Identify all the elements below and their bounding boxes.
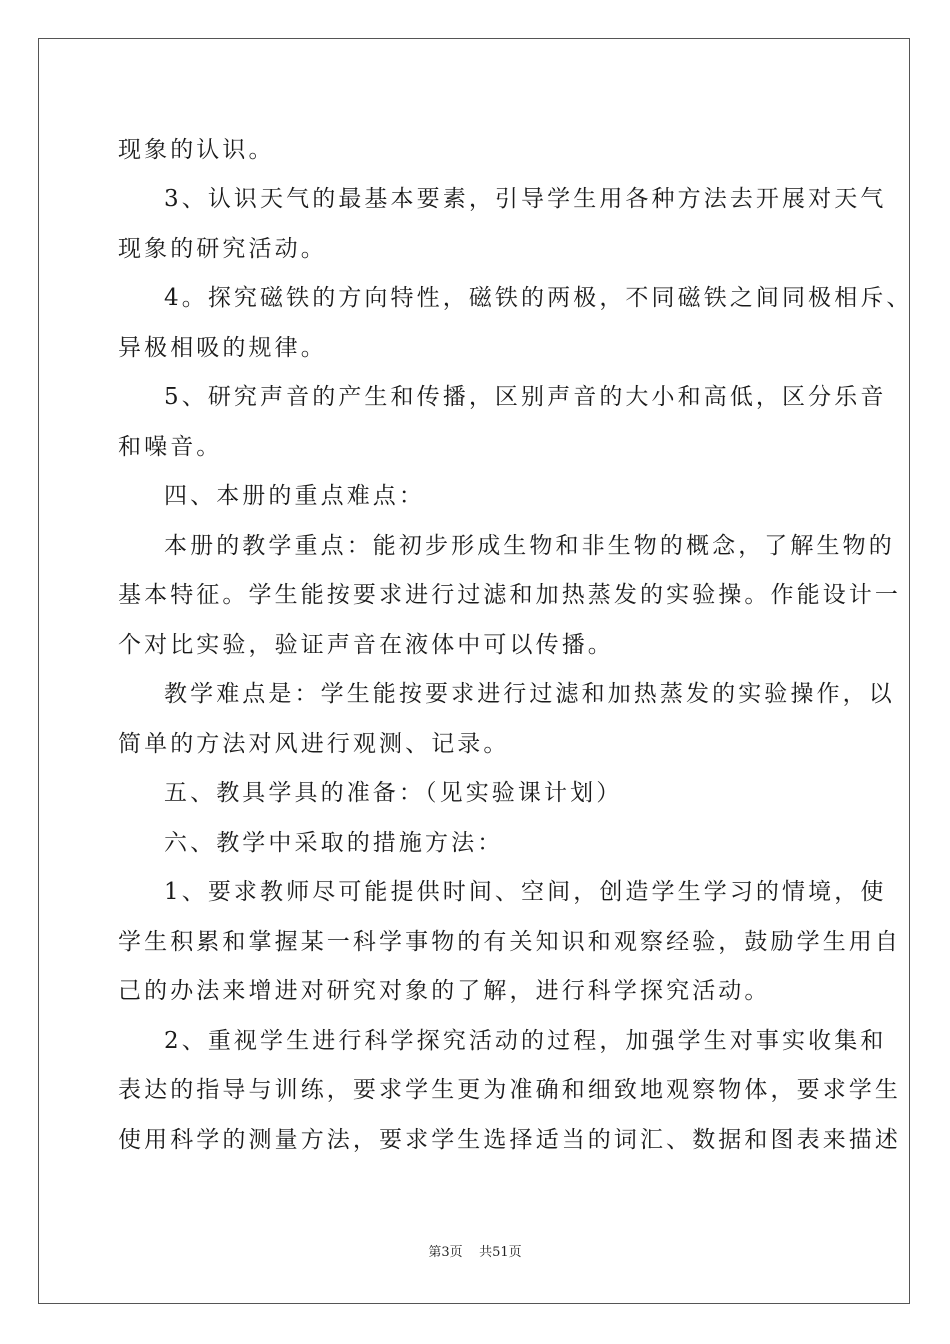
text-line: 个对比实验，验证声音在液体中可以传播。 bbox=[118, 632, 614, 658]
text-line: 3、认识天气的最基本要素，引导学生用各种方法去开展对天气 bbox=[164, 186, 887, 212]
text-line: 本册的教学重点：能初步形成生物和非生物的概念，了解生物的 bbox=[164, 533, 895, 559]
page-border bbox=[38, 38, 910, 1304]
page-number-footer: 第3页 共51页 bbox=[428, 1245, 522, 1260]
section-heading: 六、教学中采取的措施方法： bbox=[164, 830, 504, 856]
text-line: 异极相吸的规律。 bbox=[118, 335, 327, 361]
text-line: 学生积累和掌握某一科学事物的有关知识和观察经验，鼓励学生用自 bbox=[118, 929, 901, 955]
text-line: 简单的方法对风进行观测、记录。 bbox=[118, 731, 510, 757]
text-line: 己的办法来增进对研究对象的了解，进行科学探究活动。 bbox=[118, 978, 771, 1004]
section-heading: 四、本册的重点难点： bbox=[164, 483, 425, 509]
text-line: 和噪音。 bbox=[118, 434, 223, 460]
text-line: 5、研究声音的产生和传播，区别声音的大小和高低，区分乐音 bbox=[164, 384, 887, 410]
text-line: 4。探究磁铁的方向特性，磁铁的两极，不同磁铁之间同极相斥、 bbox=[164, 285, 913, 311]
text-line: 教学难点是：学生能按要求进行过滤和加热蒸发的实验操作，以 bbox=[164, 681, 895, 707]
section-heading: 五、教具学具的准备：（见实验课计划） bbox=[164, 780, 623, 806]
text-line: 现象的认识。 bbox=[118, 137, 275, 163]
text-line: 1、要求教师尽可能提供时间、空间，创造学生学习的情境，使 bbox=[164, 879, 887, 905]
text-line: 2、重视学生进行科学探究活动的过程，加强学生对事实收集和 bbox=[164, 1028, 887, 1054]
text-line: 现象的研究活动。 bbox=[118, 236, 327, 262]
text-line: 使用科学的测量方法，要求学生选择适当的词汇、数据和图表来描述 bbox=[118, 1127, 901, 1153]
text-line: 表达的指导与训练，要求学生更为准确和细致地观察物体，要求学生 bbox=[118, 1077, 901, 1103]
text-line: 基本特征。学生能按要求进行过滤和加热蒸发的实验操。作能设计一 bbox=[118, 582, 901, 608]
